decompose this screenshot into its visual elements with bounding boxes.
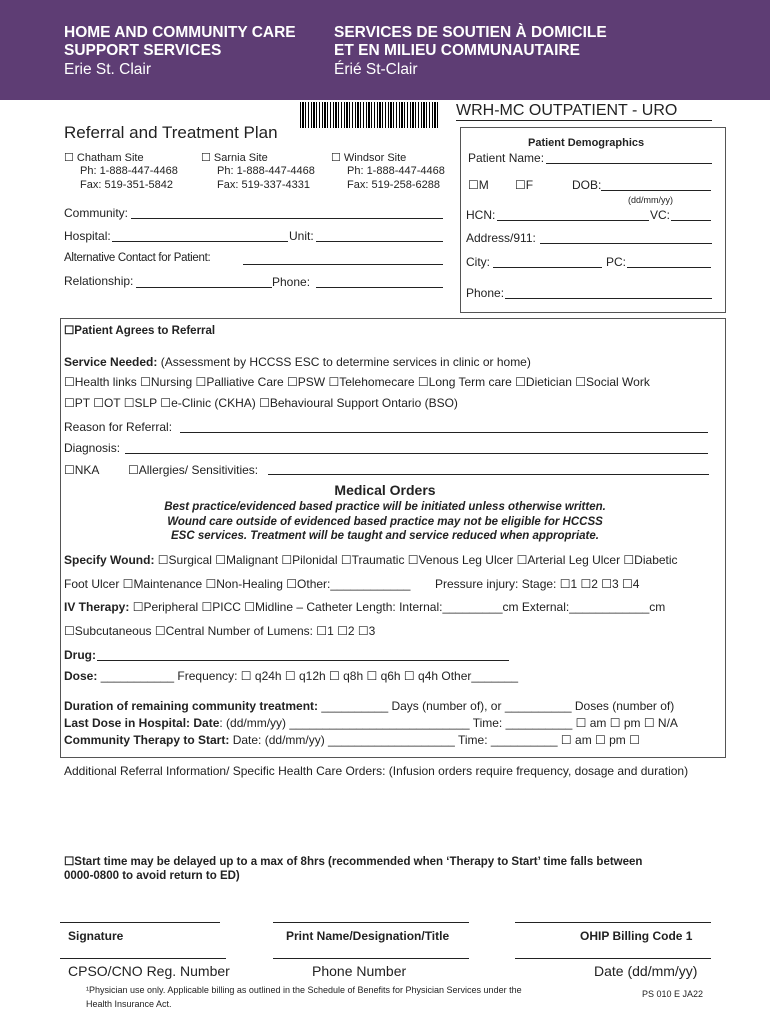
patient-name-label: Patient Name: bbox=[468, 151, 545, 165]
duration-text[interactable]: __________ Days (number of), or __________ Doses (number of) bbox=[321, 699, 675, 713]
orders-note-2: Wound care outside of evidenced based practice may not be eligible for HCCSS bbox=[167, 516, 603, 528]
phone-number-line[interactable] bbox=[273, 958, 469, 959]
community-input[interactable] bbox=[131, 218, 443, 219]
footnote-1: ¹Physician use only. Applicable billing as outlined in the Schedule of Benefits for Physician Services under the bbox=[86, 985, 522, 995]
header-fr-line1: SERVICES DE SOUTIEN À DOMICILE bbox=[334, 24, 607, 41]
site-windsor-phone: Ph: 1-888-447-4468 bbox=[347, 165, 445, 177]
drug-input[interactable] bbox=[97, 660, 509, 661]
patient-agrees-checkbox[interactable]: ☐Patient Agrees to Referral bbox=[64, 325, 216, 337]
cpso-label: CPSO/CNO Reg. Number bbox=[68, 963, 230, 979]
community-therapy-label: Community Therapy to Start: bbox=[64, 733, 230, 747]
site-windsor-fax: Fax: 519-258-6288 bbox=[347, 179, 440, 191]
sex-m-checkbox[interactable]: ☐M bbox=[468, 178, 489, 192]
hospital-label: Hospital: bbox=[64, 229, 111, 243]
allergies-input[interactable] bbox=[268, 474, 709, 475]
service-needed-note: (Assessment by HCCSS ESC to determine services in clinic or home) bbox=[160, 355, 531, 369]
pc-input[interactable] bbox=[627, 267, 711, 268]
hospital-input[interactable] bbox=[112, 241, 288, 242]
dob-format: (dd/mm/yy) bbox=[628, 195, 673, 205]
form-number: PS 010 E JA22 bbox=[642, 989, 704, 999]
print-name-label: Print Name/Designation/Title bbox=[286, 929, 450, 943]
additional-info-label: Additional Referral Information/ Specific Health Care Orders: (Infusion orders require frequency, dosage and duration) bbox=[64, 764, 689, 778]
unit-input[interactable] bbox=[316, 241, 443, 242]
form-title: Referral and Treatment Plan bbox=[64, 123, 278, 142]
hcn-input[interactable] bbox=[497, 220, 649, 221]
dob-label: DOB: bbox=[572, 178, 602, 192]
ohip-line[interactable] bbox=[515, 922, 711, 923]
address-label: Address/911: bbox=[466, 231, 536, 245]
barcode-image bbox=[300, 102, 440, 128]
patient-name-input[interactable] bbox=[546, 163, 712, 164]
relationship-phone-label: Phone: bbox=[272, 275, 311, 289]
patient-phone-label: Phone: bbox=[466, 286, 505, 300]
header-en-line2: SUPPORT SERVICES bbox=[64, 42, 222, 59]
patient-phone-input[interactable] bbox=[505, 298, 712, 299]
site-sarnia-fax: Fax: 519-337-4331 bbox=[217, 179, 310, 191]
last-dose-label: Last Dose in Hospital: Date bbox=[64, 716, 220, 730]
footnote-2: Health Insurance Act. bbox=[86, 999, 172, 1009]
dose-text[interactable]: ___________ Frequency: ☐ q24h ☐ q12h ☐ q8h ☐ q6h ☐ q4h Other_______ bbox=[100, 669, 519, 683]
header-fr-line3: Érié St-Clair bbox=[334, 61, 418, 78]
city-label: City: bbox=[466, 255, 490, 269]
signature-label: Signature bbox=[68, 929, 124, 943]
start-time-note-2: 0000-0800 to avoid return to ED) bbox=[64, 870, 240, 882]
drug-label: Drug: bbox=[64, 648, 96, 662]
orders-note-3: ESC services. Treatment will be taught and service reduced when appropriate. bbox=[171, 530, 599, 542]
relationship-phone-input[interactable] bbox=[316, 287, 443, 288]
orders-note-1: Best practice/evidenced based practice will be initiated unless otherwise written. bbox=[164, 501, 606, 513]
diagnosis-input[interactable] bbox=[125, 453, 708, 454]
city-input[interactable] bbox=[493, 267, 602, 268]
hcn-label: HCN: bbox=[466, 208, 496, 222]
allergies-checkbox[interactable]: ☐Allergies/ Sensitivities: bbox=[128, 463, 259, 477]
site-windsor[interactable]: ☐ Windsor Site bbox=[331, 152, 407, 164]
wound-label: Specify Wound: bbox=[64, 553, 155, 567]
header-en-line1: HOME AND COMMUNITY CARE bbox=[64, 24, 296, 41]
site-chatham-phone: Ph: 1-888-447-4468 bbox=[80, 165, 178, 177]
services-row-1[interactable]: ☐Health links ☐Nursing ☐Palliative Care ☐PSW ☐Telehomecare ☐Long Term care ☐Dietician ☐Social Work bbox=[64, 375, 650, 389]
iv-label: IV Therapy: bbox=[64, 600, 130, 614]
demographics-title: Patient Demographics bbox=[528, 137, 645, 149]
relationship-input[interactable] bbox=[136, 287, 272, 288]
unit-label: Unit: bbox=[289, 229, 314, 243]
signature-line[interactable] bbox=[60, 922, 220, 923]
dob-input[interactable] bbox=[601, 190, 711, 191]
form-code: WRH-MC OUTPATIENT - URO bbox=[456, 102, 678, 119]
wound-row-1[interactable]: ☐Surgical ☐Malignant ☐Pilonidal ☐Traumatic ☐Venous Leg Ulcer ☐Arterial Leg Ulcer ☐Diabetic bbox=[157, 553, 678, 567]
alt-contact-input[interactable] bbox=[243, 264, 443, 265]
date-line[interactable] bbox=[515, 958, 711, 959]
site-sarnia[interactable]: ☐ Sarnia Site bbox=[201, 152, 268, 164]
vc-label: VC: bbox=[650, 208, 671, 222]
iv-row-1[interactable]: ☐Peripheral ☐PICC ☐Midline – Catheter Length: Internal:_________cm External:____________cm bbox=[132, 600, 666, 614]
address-input[interactable] bbox=[540, 243, 712, 244]
duration-label: Duration of remaining community treatment: bbox=[64, 699, 319, 713]
diagnosis-label: Diagnosis: bbox=[64, 441, 121, 455]
alt-contact-label: Alternative Contact for Patient: bbox=[64, 252, 211, 264]
cpso-line[interactable] bbox=[60, 958, 226, 959]
nka-checkbox[interactable]: ☐NKA bbox=[64, 463, 100, 477]
print-name-line[interactable] bbox=[273, 922, 469, 923]
site-chatham[interactable]: ☐ Chatham Site bbox=[64, 152, 144, 164]
vc-input[interactable] bbox=[671, 220, 711, 221]
date-label: Date (dd/mm/yy) bbox=[594, 963, 698, 979]
header-fr-line2: ET EN MILIEU COMMUNAUTAIRE bbox=[334, 42, 580, 59]
header-banner bbox=[0, 0, 770, 100]
header-en-line3: Erie St. Clair bbox=[64, 61, 151, 78]
dose-label: Dose: bbox=[64, 669, 98, 683]
sex-f-checkbox[interactable]: ☐F bbox=[515, 178, 534, 192]
service-needed-label: Service Needed: bbox=[64, 355, 158, 369]
iv-row-2[interactable]: ☐Subcutaneous ☐Central Number of Lumens: ☐1 ☐2 ☐3 bbox=[64, 624, 376, 638]
start-time-checkbox[interactable]: ☐Start time may be delayed up to a max of 8hrs (recommended when ‘Therapy to Start’ time falls between bbox=[64, 856, 643, 868]
relationship-label: Relationship: bbox=[64, 274, 134, 288]
wound-row-2b[interactable]: Pressure injury: Stage: ☐1 ☐2 ☐3 ☐4 bbox=[435, 577, 640, 591]
site-sarnia-phone: Ph: 1-888-447-4468 bbox=[217, 165, 315, 177]
community-label: Community: bbox=[64, 206, 129, 220]
ohip-label: OHIP Billing Code 1 bbox=[580, 929, 693, 943]
services-row-2[interactable]: ☐PT ☐OT ☐SLP ☐e-Clinic (CKHA) ☐Behavioural Support Ontario (BSO) bbox=[64, 396, 458, 410]
reason-input[interactable] bbox=[180, 432, 708, 433]
site-chatham-fax: Fax: 519-351-5842 bbox=[80, 179, 173, 191]
medical-orders-title: Medical Orders bbox=[334, 482, 436, 498]
pc-label: PC: bbox=[606, 255, 627, 269]
wound-row-2a[interactable]: Foot Ulcer ☐Maintenance ☐Non-Healing ☐Other:____________ bbox=[64, 577, 411, 591]
last-dose-text[interactable]: : (dd/mm/yy) ___________________________ Time: __________ ☐ am ☐ pm ☐ N/A bbox=[219, 716, 678, 730]
phone-number-label: Phone Number bbox=[312, 963, 407, 979]
reason-label: Reason for Referral: bbox=[64, 420, 173, 434]
community-therapy-text[interactable]: Date: (dd/mm/yy) ___________________ Time: __________ ☐ am ☐ pm ☐ bbox=[232, 733, 640, 747]
